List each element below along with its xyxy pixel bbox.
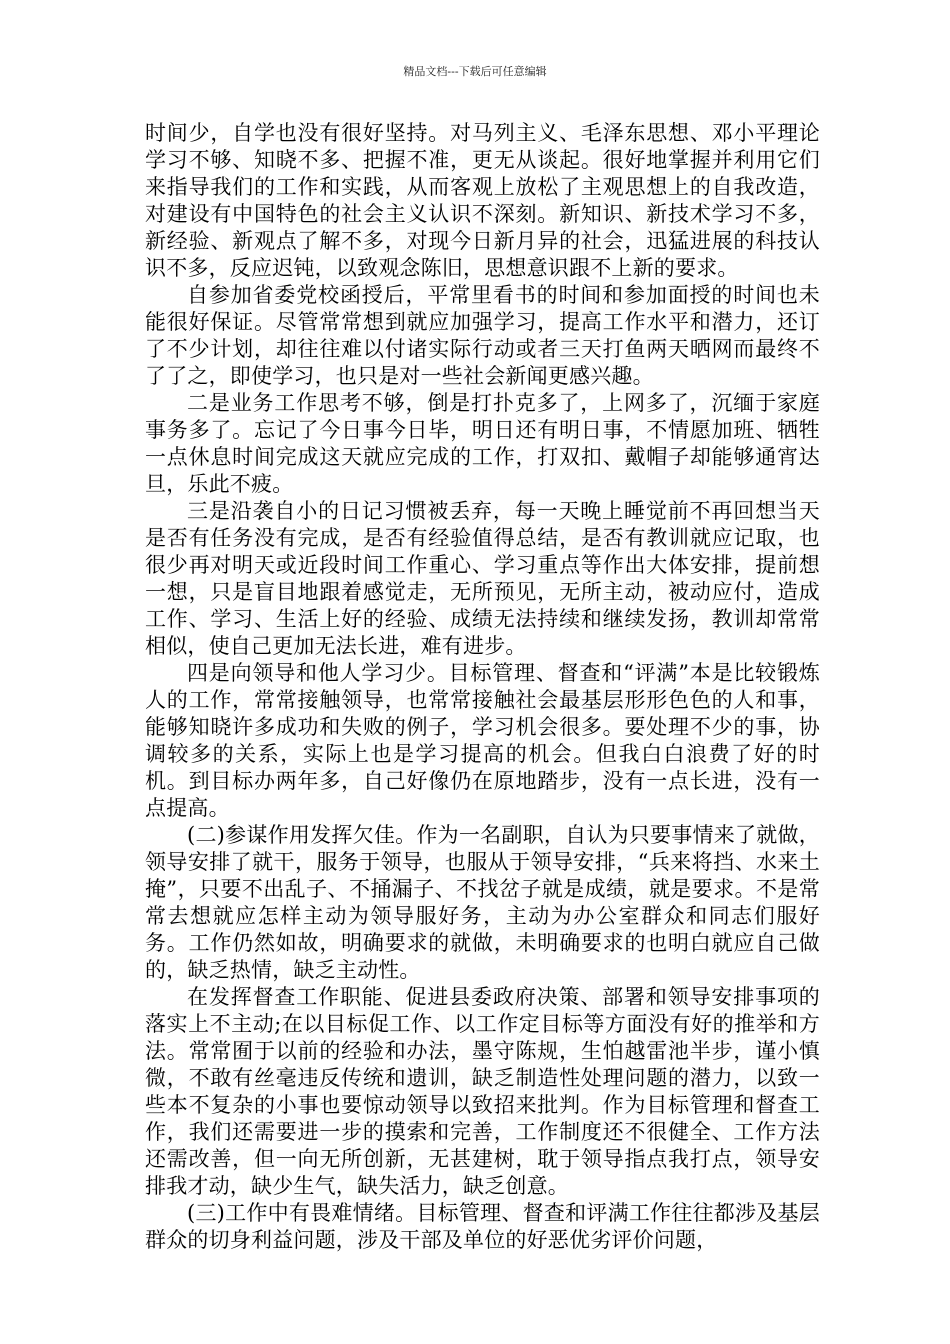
- paragraph: (三)工作中有畏难情绪。目标管理、督查和评满工作往往都涉及基层群众的切身利益问题，涉及干部及单位的好恶优劣评价问题，: [145, 1201, 820, 1252]
- paragraph: 在发挥督查工作职能、促进县委政府决策、部署和领导安排事项的落实上不主动;在以目标促工作、以工作定目标等方面没有好的推举和方法。常常囿于以前的经验和办法，墨守陈规，生怕越雷池半步，谨小慎微，不敢有丝毫违反传统和遗训，缺乏制造性处理问题的潜力，以致一些本不复杂的小事也要惊动领导以致招来批判。作为目标管理和督查工作，我们还需要进一步的摸索和完善，工作制度还不很健全、工作方法还需改善，但一向无所创新，无甚建树，耽于领导指点我打点，领导安排我才动，缺少生气，缺失活力，缺乏创意。: [145, 985, 820, 1198]
- paragraph: 三是沿袭自小的日记习惯被丢弃，每一天晚上睡觉前不再回想当天是否有任务没有完成，是否有经验值得总结，是否有教训就应记取，也很少再对明天或近段时间工作重心、学习重点等作出大体安排，提前想一想，只是盲目地跟着感觉走，无所预见，无所主动，被动应付，造成工作、学习、生活上好的经验、成绩无法持续和继续发扬，教训却常常相似，使自己更加无法长进，难有进步。: [145, 499, 820, 658]
- paragraph: 二是业务工作思考不够，倒是打扑克多了，上网多了，沉缅于家庭事务多了。忘记了今日事今日毕，明日还有明日事，不情愿加班、牺牲一点休息时间完成这天就应完成的工作，打双扣、戴帽子却能够通宵达旦，乐此不疲。: [145, 391, 820, 496]
- page-header: 精品文档---下载后可任意编辑: [403, 65, 547, 78]
- paragraph: (二)参谋作用发挥欠佳。作为一名副职，自认为只要事情来了就做，领导安排了就干，服务于领导，也服从于领导安排，“兵来将挡、水来土掩”，只要不出乱子、不捅漏子、不找岔子就是成绩，就是要求。不是常常去想就应怎样主动为领导服好务，主动为办公室群众和同志们服好务。工作仍然如故，明确要求的就做，未明确要求的也明白就应自己做的，缺乏热情，缺乏主动性。: [145, 823, 820, 982]
- paragraph: 自参加省委党校函授后，平常里看书的时间和参加面授的时间也未能很好保证。尽管常常想到就应加强学习，提高工作水平和潜力，还订了不少计划，却往往难以付诸实际行动或者三天打鱼两天晒网而最终不了了之，即使学习，也只是对一些社会新闻更感兴趣。: [145, 283, 820, 388]
- document-body: [145, 120, 820, 1254]
- paragraph: 时间少，自学也没有很好坚持。对马列主义、毛泽东思想、邓小平理论学习不够、知晓不多、把握不准，更无从谈起。很好地掌握并利用它们来指导我们的工作和实践，从而客观上放松了主观思想上的自我改造，对建设有中国特色的社会主义认识不深刻。新知识、新技术学习不多，新经验、新观点了解不多，对现今日新月异的社会，迅猛进展的科技认识不多，反应迟钝，以致观念陈旧，思想意识跟不上新的要求。: [145, 121, 820, 280]
- paragraph: 四是向领导和他人学习少。目标管理、督查和“评满”本是比较锻炼人的工作，常常接触领导，也常常接触社会最基层形形色色的人和事，能够知晓许多成功和失败的例子，学习机会很多。要处理不少的事，协调较多的关系，实际上也是学习提高的机会。但我白白浪费了好的时机。到目标办两年多，自己好像仍在原地踏步，没有一点长进，没有一点提高。: [145, 661, 820, 820]
